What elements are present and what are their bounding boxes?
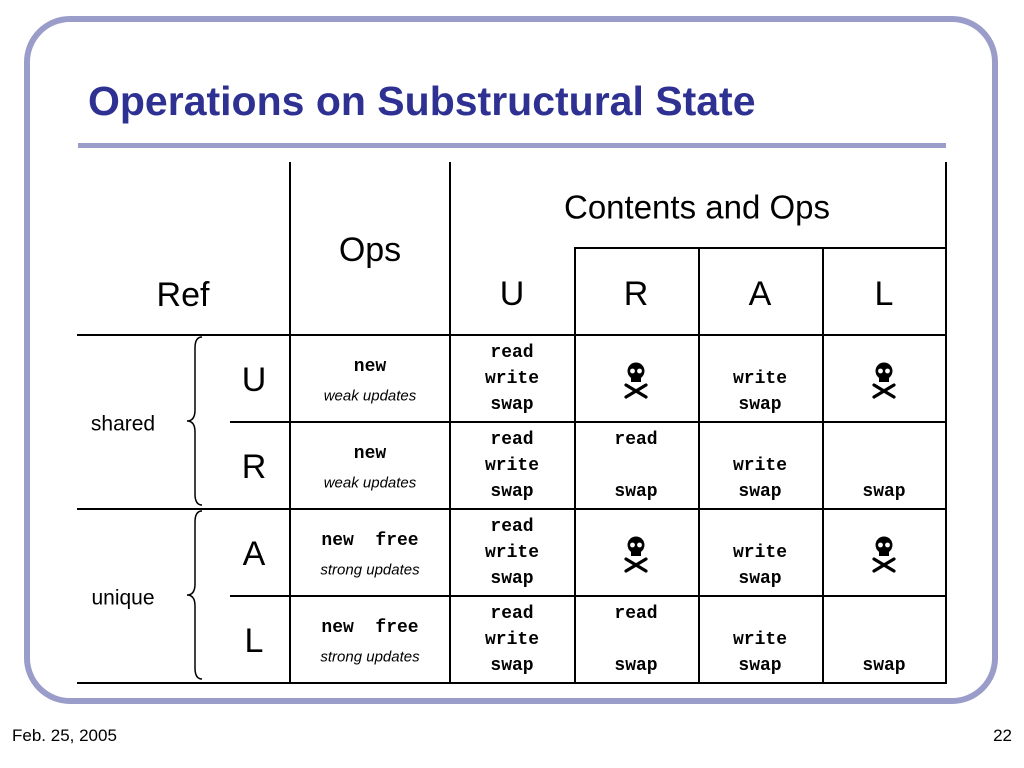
header-ref: Ref (156, 276, 210, 314)
row-u-col-u-line-2: write (484, 369, 540, 389)
row-l-col-u-line-3: swap (490, 656, 534, 676)
ref-ops-divider (289, 162, 291, 684)
page-number: 22 (993, 726, 1012, 745)
row-u-ops-note: weak updates (323, 387, 417, 405)
skull-crossbones-icon (871, 535, 897, 573)
footer-date: Feb. 25, 2005 (12, 726, 117, 745)
row-r-col-u-line-1: read (490, 430, 534, 450)
row-l-col-a-line-2: swap (738, 656, 782, 676)
skull-crossbones-icon (871, 361, 897, 399)
skull-crossbones-icon (623, 361, 649, 399)
row-u-col-a-line-1: write (732, 369, 788, 389)
header-ops: Ops (338, 231, 402, 269)
row-r-ops: new (353, 444, 387, 464)
row-r-col-a-line-2: swap (738, 482, 782, 502)
row-u-ops: new (353, 357, 387, 377)
row-ref-u: U (241, 361, 267, 399)
row-ref-a: A (242, 535, 266, 573)
skull-crossbones-icon (623, 535, 649, 573)
row-r-col-u-line-2: write (484, 456, 540, 476)
row-a-col-a-line-1: write (732, 543, 788, 563)
group-label-shared: shared (90, 412, 156, 436)
title-underline (78, 143, 946, 148)
contents-subheader-rule (575, 247, 947, 249)
row-r-col-u-line-3: swap (490, 482, 534, 502)
row-rule-3 (230, 595, 947, 597)
slide-title: Operations on Substructural State (88, 78, 756, 124)
col-header-l: L (874, 275, 894, 313)
row-r-ops-note: weak updates (323, 474, 417, 492)
row-l-col-a-line-1: write (732, 630, 788, 650)
row-r-col-r-line-2: swap (614, 482, 658, 502)
row-l-col-r-line-1: read (614, 604, 658, 624)
row-ref-l: L (244, 622, 264, 660)
col-header-a: A (748, 275, 772, 313)
row-rule-1 (230, 421, 947, 423)
row-a-col-a-line-2: swap (738, 569, 782, 589)
row-a-ops-note: strong updates (320, 561, 420, 579)
table-right-border (945, 162, 947, 684)
row-u-col-u-line-3: swap (490, 395, 534, 415)
brace-shared (187, 337, 202, 505)
row-l-col-u-line-2: write (484, 630, 540, 650)
col-divider-u-r (574, 247, 576, 684)
row-ref-r: R (241, 448, 267, 486)
row-a-col-u-line-3: swap (490, 569, 534, 589)
row-l-ops-note: strong updates (320, 648, 420, 666)
row-r-col-r-line-1: read (614, 430, 658, 450)
row-a-col-u-line-2: write (484, 543, 540, 563)
row-r-col-l-line-1: swap (862, 482, 906, 502)
row-r-col-a-line-1: write (732, 456, 788, 476)
row-l-col-r-line-2: swap (614, 656, 658, 676)
header-contents-and-ops: Contents and Ops (564, 188, 830, 226)
row-u-col-a-line-2: swap (738, 395, 782, 415)
group-braces (180, 334, 210, 686)
row-a-ops: new free (321, 531, 419, 551)
brace-unique (187, 511, 202, 679)
col-divider-r-a (698, 247, 700, 684)
row-l-col-l-line-1: swap (862, 656, 906, 676)
group-label-unique: unique (91, 586, 155, 610)
row-u-col-u-line-1: read (490, 343, 534, 363)
col-header-u: U (499, 275, 525, 313)
row-l-ops: new free (321, 618, 419, 638)
col-divider-a-l (822, 247, 824, 684)
row-a-col-u-line-1: read (490, 517, 534, 537)
ops-contents-divider (449, 162, 451, 684)
row-l-col-u-line-1: read (490, 604, 534, 624)
col-header-r: R (623, 275, 649, 313)
